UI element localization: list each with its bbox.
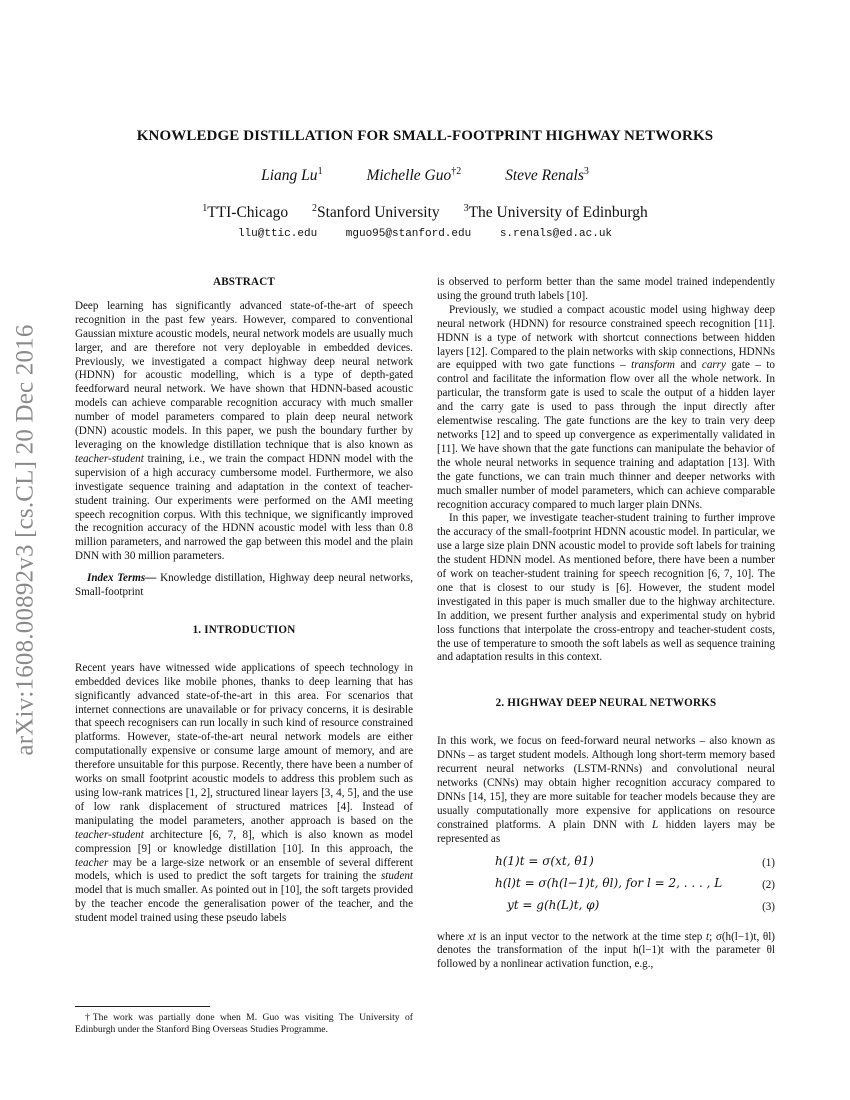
footnote-rule bbox=[75, 1006, 210, 1007]
highway-paragraph: In this work, we focus on feed-forward neural networks – also known as DNNs – as target student models. Although long short-term memory based recurrent neural networks (LSTM-RNNs) and convolutional neural networks (CNNs) may obtain higher recognition accuracy compared to DNNs [14, 15], they are more suitable for teacher models because they are usually computationally more expensive for applications on resource constrained platforms. A plain DNN with L hidden layers may be represented as bbox=[437, 735, 775, 845]
equation bbox=[437, 877, 775, 899]
abstract-heading: ABSTRACT bbox=[212, 276, 275, 288]
intro-paragraph: Recent years have witnessed wide applications of speech technology in embedded devices like mobile phones, thanks to deep learning that has significantly advanced state-of-the-art in this area. For scenarios that internet connections are unavailable or for privacy concerns, it is desirable that speech recognisers can run locally in such kind of resource constrained platforms. However, state-of-the-art neural network models are either computationally expensive or consume large amount of memory, and are therefore unsuitable for this purpose. Recently, there have been a number of works on small footprint acoustic models to address this problem such as using low-rank matrices [1, 2], structured linear layers [3, 4, 5], and the use of low rank displacement of structured matrices [4]. Instead of manipulating the model parameters, another approach is based on the teacher-student architecture [6, 7, 8], which is also known as model compression [9] or knowledge distillation [10]. In this approach, the teacher may be a large-size network or an ensemble of several different models, which is used to predict the soft targets for training the student model that is much smaller. As pointed out in [10], the soft targets provided by the teacher encode the generalisation power of the teacher, and the student model trained using these pseudo labels bbox=[75, 661, 413, 925]
index-terms: Index Terms— Knowledge distillation, Highway deep neural networks, Small-footprint bbox=[75, 572, 413, 599]
equation-number: (3) bbox=[762, 900, 775, 913]
equation-expression: h(1)t = σ(xt, θ1) bbox=[495, 853, 594, 868]
author: Liang Lu$^1$ bbox=[261, 166, 323, 185]
author: Michelle Guo$^{\dagger 2}$ bbox=[366, 166, 462, 185]
affiliation: $^1$TTI-Chicago bbox=[202, 203, 289, 222]
left-column bbox=[75, 276, 413, 926]
author-list bbox=[60, 166, 790, 185]
arxiv-stamp-text: arXiv:1608.00892v3 [cs.CL] 20 Dec 2016 bbox=[12, 324, 40, 756]
affiliation: $^2$Stanford University bbox=[311, 203, 440, 222]
equation-expression: yt = g(h(L)t, φ) bbox=[507, 897, 600, 912]
email: llu@ttic.edu bbox=[237, 228, 318, 240]
affiliation: $^3$The University of Edinburgh bbox=[463, 203, 648, 222]
highway-paragraph: where xt is an input vector to the network at the time step t; σ(h(l−1)t, θl) denotes the transformation of the input h(l−1)t with the parameter θl followed by a nonlinear activation function, e.g., bbox=[437, 930, 775, 971]
right-column bbox=[437, 276, 775, 972]
abstract-text: Deep learning has significantly advanced state-of-the-art of speech recognition in the past few years. However, compared to conventional Gaussian mixture acoustic models, neural network models are usually much larger, and are therefore not very deployable in embedded devices. Previously, we investigated a compact highway deep neural network (HDNN) for acoustic modelling, which is a type of depth-gated feedforward neural network. We have shown that HDNN-based acoustic models can achieve comparable recognition accuracy with much smaller number of model parameters compared to plain deep neural network (DNN) acoustic models. In this paper, we push the boundary further by leveraging on the knowledge distillation technique that is also known as teacher-student training, i.e., we train the compact HDNN model with the supervision of a high accuracy cumbersome model. Furthermore, we also investigate sequence training and adaptation in the context of teacher-student training. Our experiments were performed on the AMI meeting speech recognition corpus. With this technique, we significantly improved the recognition accuracy of the HDNN acoustic model with less than 0.8 million parameters, and narrowed the gap between this model and the plain DNN with 30 million parameters. bbox=[75, 299, 413, 563]
email-list bbox=[60, 228, 790, 240]
author: Steve Renals$^3$ bbox=[505, 166, 589, 185]
equation bbox=[437, 899, 775, 921]
equation-number: (1) bbox=[762, 856, 775, 869]
affiliation-list bbox=[60, 203, 790, 222]
arxiv-identifier-stamp bbox=[6, 290, 46, 790]
paper-title: KNOWLEDGE DISTILLATION FOR SMALL-FOOTPRINT HIGHWAY NETWORKS bbox=[136, 128, 714, 144]
intro-paragraph: Previously, we studied a compact acoustic model using highway deep neural network (HDNN) for resource constrained speech recognition [11]. HDNN is a type of network with shortcut connections between hidden layers [12]. Compared to the plain networks with skip connections, HDNNs are equipped with two gate functions – transform and carry gate – to control and facilitate the information flow over all the whole network. In particular, the transform gate is used to scale the output of a hidden layer and the carry gate is used to pass through the input directly after elementwise rescaling. The gate functions are the key to train very deep networks [12] and to speed up convergence as experimentally validated in [11]. We have shown that the gate functions can manipulate the behavior of the whole neural networks in sequence training and adaptation [13]. With the gate functions, we can train much thinner and deeper networks with much smaller number of model parameters, which can achieve comparable recognition accuracy compared to much larger plain DNNs. bbox=[437, 303, 775, 511]
intro-heading: 1. INTRODUCTION bbox=[192, 623, 296, 636]
equation-number: (2) bbox=[762, 878, 775, 891]
equation bbox=[437, 855, 775, 877]
intro-paragraph: In this paper, we investigate teacher-student training to further improve the accuracy of the small-footprint HDNN acoustic model. In particular, we use a large size plain DNN acoustic model to provide soft labels for training the student HDNN model. As mentioned before, there have been a number of work on teacher-student training for speech recognition [6, 7, 10]. The one that is closest to our study is [6]. However, the student model investigated in this paper is much smaller due to the highway architecture. In addition, we present further analysis and experimental study on hybrid loss functions that interpolate the cross-entropy and teacher-student costs, the use of temperature to smooth the soft labels as well as sequence training and adaptation results in this context. bbox=[437, 512, 775, 664]
intro-paragraph-continued: is observed to perform better than the same model trained independently using the ground truth labels [10]. bbox=[437, 276, 775, 302]
email: s.renals@ed.ac.uk bbox=[499, 228, 613, 240]
footnote: †The work was partially done when M. Guo was visiting The University of Edinburgh under the Stanford Bing Overseas Studies Programme. bbox=[75, 1012, 413, 1035]
email: mguo95@stanford.edu bbox=[345, 228, 472, 240]
highway-heading: 2. HIGHWAY DEEP NEURAL NETWORKS bbox=[495, 697, 717, 710]
equation-block bbox=[437, 855, 775, 921]
equation-expression: h(l)t = σ(h(l−1)t, θl), for l = 2, . . . , L bbox=[495, 875, 723, 890]
index-terms-label: Index Terms— bbox=[87, 572, 157, 585]
